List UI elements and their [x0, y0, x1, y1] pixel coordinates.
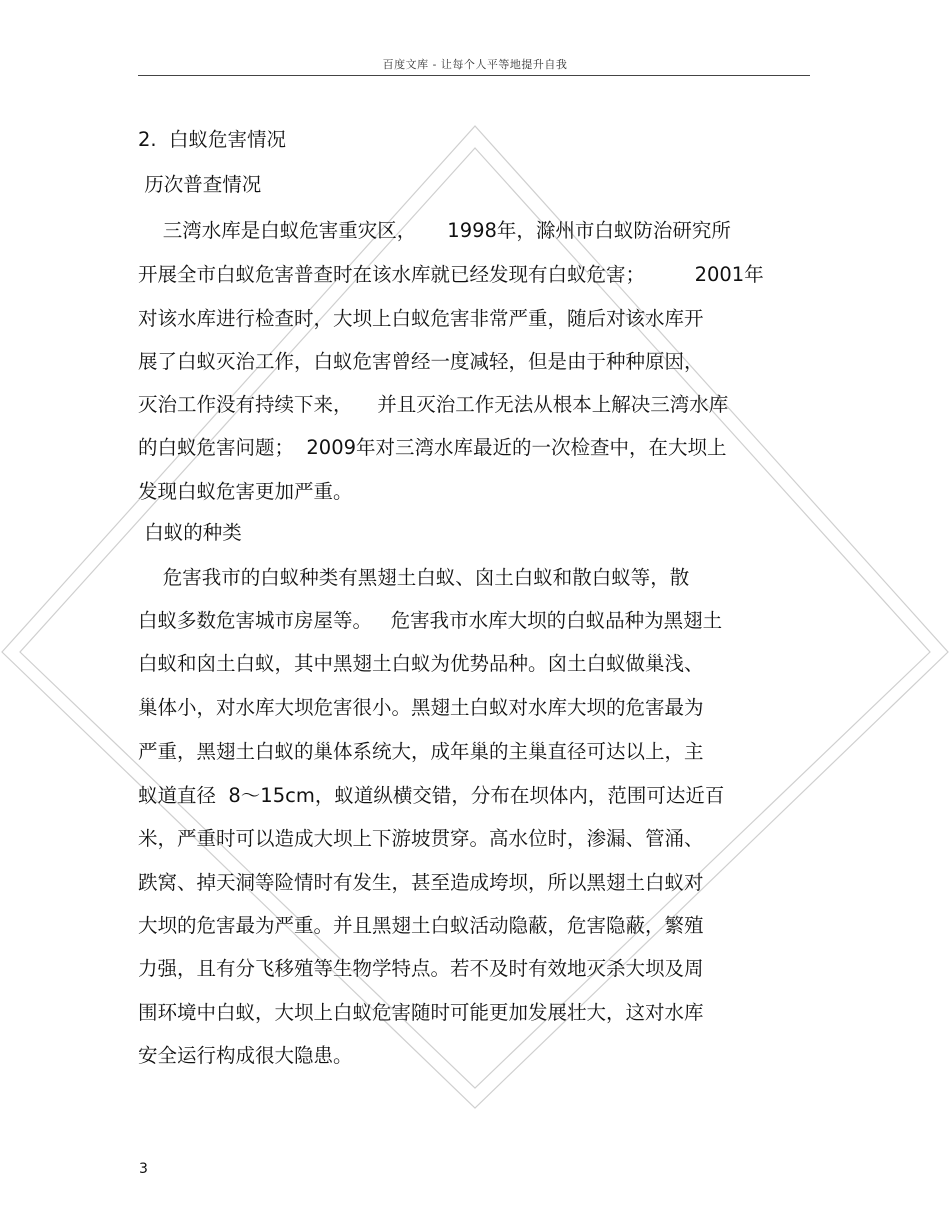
text-line: 危害我市的白蚁种类有黑翅土白蚁、囟土白蚁和散白蚁等，散	[138, 566, 690, 589]
text-line: 灭治工作没有持续下来， 并且灭治工作无法从根本上解决三湾水库	[138, 393, 729, 416]
text-line: 安全运行构成很大隐患。	[138, 1044, 353, 1067]
text-line: 巢体小，对水库大坝危害很小。黑翅土白蚁对水库大坝的危害最为	[138, 696, 704, 719]
text-line: 开展全市白蚁危害普查时在该水库就已经发现有白蚁危害； 2001年	[138, 263, 764, 286]
text-line: 发现白蚁危害更加严重。	[138, 480, 353, 503]
text-line: 展了白蚁灭治工作，白蚁危害曾经一度减轻，但是由于种种原因，	[138, 350, 704, 373]
text-line: 力强，且有分飞移殖等生物学特点。若不及时有效地灭杀大坝及周	[138, 957, 704, 980]
subsection-title-survey-history: 历次普查情况	[138, 173, 262, 196]
text-line: 白蚁多数危害城市房屋等。 危害我市水库大坝的白蚁品种为黑翅土	[138, 609, 723, 632]
text-line: 对该水库进行检查时，大坝上白蚁危害非常严重，随后对该水库开	[138, 307, 704, 330]
page-number: 3	[139, 1161, 148, 1177]
text-line: 的白蚁危害问题； 2009年对三湾水库最近的一次检查中，在大坝上	[138, 436, 727, 459]
text-line: 大坝的危害最为严重。并且黑翅土白蚁活动隐蔽，危害隐蔽，繁殖	[138, 914, 704, 937]
header-text: 百度文库 - 让每个人平等地提升自我	[382, 58, 568, 71]
text-line: 蚁道直径 8～15cm，蚁道纵横交错，分布在坝体内，范围可达近百	[138, 784, 725, 807]
text-line: 白蚁和囟土白蚁，其中黑翅土白蚁为优势品种。囟土白蚁做巢浅、	[138, 652, 704, 675]
text-line: 围环境中白蚁，大坝上白蚁危害随时可能更加发展壮大，这对水库	[138, 1001, 704, 1024]
text-line: 三湾水库是白蚁危害重灾区， 1998年，滁州市白蚁防治研究所	[138, 219, 731, 242]
section-heading: 2. 白蚁危害情况	[138, 128, 287, 151]
text-line: 严重，黑翅土白蚁的巢体系统大，成年巢的主巢直径可达以上，主	[138, 740, 704, 763]
text-line: 米，严重时可以造成大坝上下游坡贯穿。高水位时，渗漏、管涌、	[138, 827, 704, 850]
subsection-title-termite-species: 白蚁的种类	[138, 521, 242, 544]
text-line: 跌窝、掉天洞等险情时有发生，甚至造成垮坝，所以黑翅土白蚁对	[138, 871, 704, 894]
